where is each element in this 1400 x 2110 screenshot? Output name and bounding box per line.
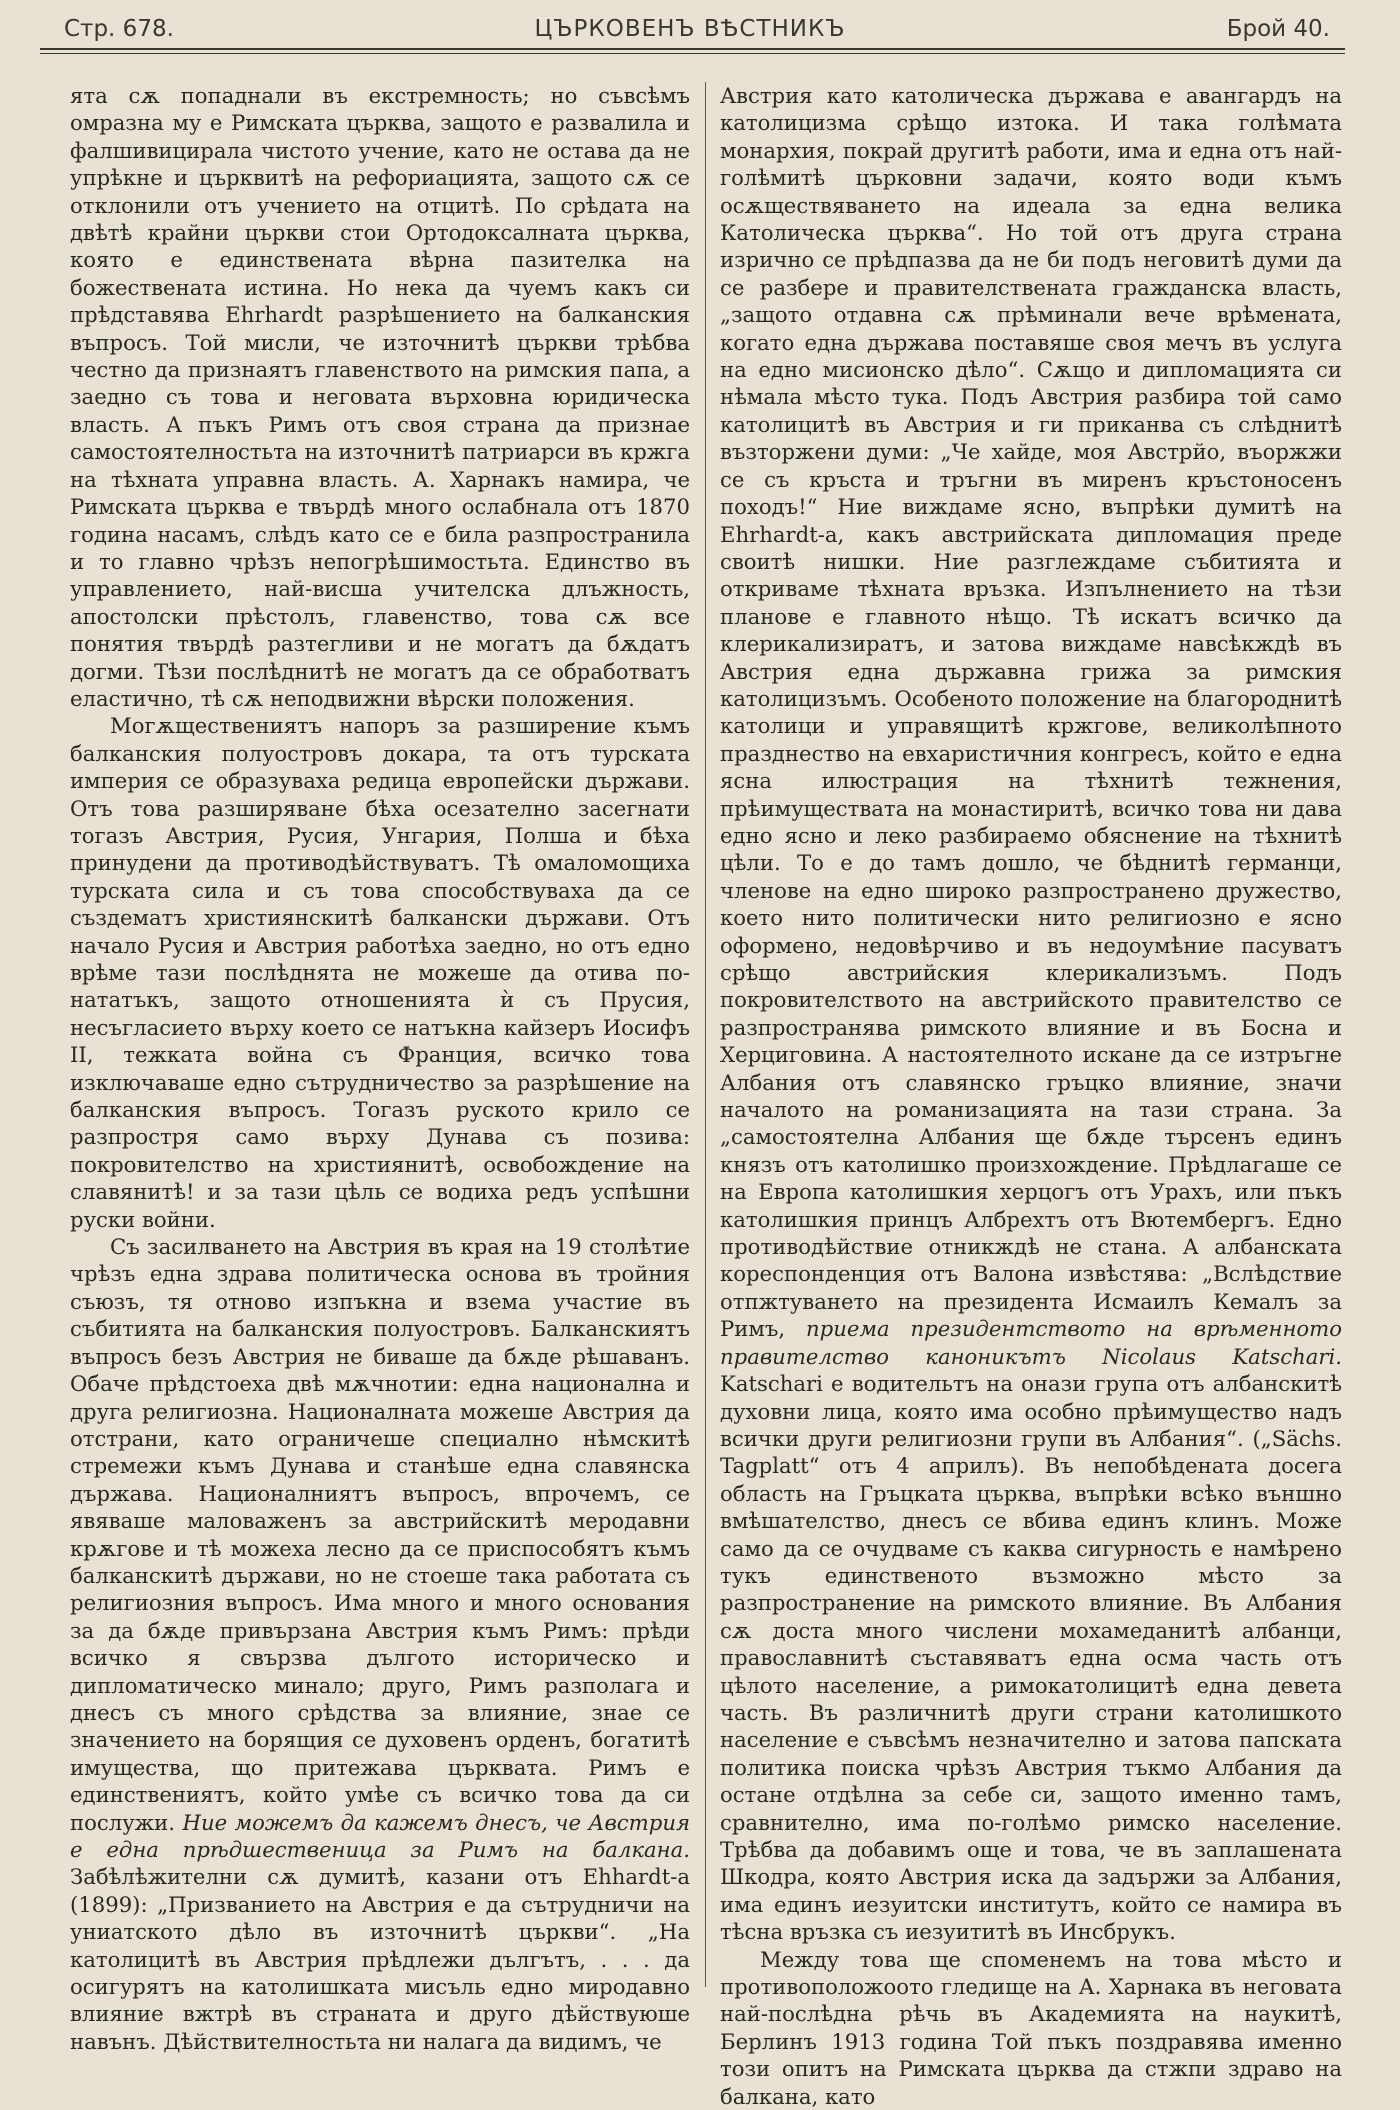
paragraph xyxy=(70,1233,690,2055)
paragraph-text: Австрия като католическа държава е авангардъ на католицизма срѣщо изтока. И така голѣмата монархия, покрай другитѣ работи, има и една отъ най-голѣмитѣ църковни задачи, която води къмъ осѫществяването на идеала за една велика Католическа църква“. Но той отъ друга страна изрично се прѣдпазва да не би подъ неговитѣ думи да се разбере и правителствената гражданска власть, „защото отдавна сѫ прѣминали вече врѣмената, когато една държава постaвяше своя мечъ въ услуга на едно мисионско дѣло“. Сѫщо и дипломацията си нѣмала мѣсто тука. Подъ Австрия разбира той само католицитѣ въ Австрия и ги приканва съ слѣднитѣ възторжени думи: „Че хайде, моя Австрйо, въоржжи се съ кръста и тръгни въ миренъ кръстоносенъ походъ!“ Ние виждаме ясно, въпрѣки думитѣ на Ehrhardt-а, какъ австрийската дипломация преде своитѣ нишки. Ние разглеждаме събитията и откриваме тѣхната връзка. Изпълнението на тѣзи планове е главното нѣщо. Тѣ искатъ всичко да клерикализиратъ, и затова виждаме навсѣкждѣ въ Австрия една държавна грижа за римския католицизъмъ. Особеното положение на благороднитѣ католици и управящитѣ кржгове, великолѣпното празднество на евхаристичния конгресъ, който е една ясна илюстрация на тѣхнитѣ тежнения, прѣимуществата на монастиритѣ, всичко това ни дава едно ясно и леко разбираемо обяснение на тѣхнитѣ цѣли. То е до тамъ дошло, че бѣднитѣ германци, членове на едно широко разпространено дружество, което нито политически нито религиозно е ясно оформено, недовѣрчиво и въ недоумѣние пасуватъ срѣщо австрийския клерикализъмъ. Подъ покровителството на австрийското правителство се разпространява римското влияние и въ Босна и Херциговина. А настоятелното искане да се изтръгне Албания отъ славянско гръцко влияние, значи началото на романизацията на тази страна. За „самостоятелна Албания ще бѫде търсенъ единъ князъ отъ католишко произхождение. Прѣдлагаше се на Европа католишкия херцогъ отъ Урахъ, или пъкъ католишкия принцъ Албрехтъ отъ Вютембергъ. Едно противодѣйствие отникждѣ не стана. А албанската кореспонденция отъ Валона извѣстява: „Вслѣдствие отпжтуването на президента Исмаилъ Кемалъ за Римъ, xyxy=(720,83,1342,1342)
paragraph-text: Съ засилването на Австрия въ края на 19 столѣтие чрѣзъ една здрава политическа основа въ тройния съюзъ, тя отново изпъкна и взема участие въ събитията на балканския полуостровъ. Балканскиятъ въпросъ безъ Австрия не биваше да бѫде рѣшаванъ. Обаче прѣдстоеха двѣ мѫчнотии: една национална и друга религиозна. Националната можеше Австрия да отстрани, като ограничеше специално нѣмскитѣ стремежи къмъ Дунава и станѣше една славянска държава. Националниятъ въпросъ, впрочемъ, се явяваше маловаженъ за австрийскитѣ меродавни крѫгове и тѣ можеха лесно да се приспособятъ къмъ балканскитѣ държави, но не стоеше така работата съ религиозния въпросъ. Има много и много основания за да бѫде привързана Австрия къмъ Римъ: прѣди всичко я свързва дългото историческо и дипломатическо минало; друго, Римъ разполага и днесъ съ много срѣдства за влияние, знае се значението на борящия се духовенъ орденъ, богатитѣ имущества, що притежава църквата. Римъ е единствениятъ, който умѣе съ всичко това да си послужи. xyxy=(70,1234,690,1835)
column-right xyxy=(720,82,1342,2109)
paragraph xyxy=(720,82,1342,1946)
emphasized-text: приема президентството на врѣменното правителство каноникътъ Nicolaus Katschari. xyxy=(720,1316,1342,1369)
journal-title: ЦЪРКОВЕНЪ ВѢСТНИКЪ xyxy=(534,16,846,42)
page-number: Стр. 678. xyxy=(64,16,174,42)
emphasized-text: Ние можемъ да кажемъ днесъ, че Австрия е една прѣдшественица за Римъ на балкана. xyxy=(70,1809,690,1862)
paragraph: ята сѫ попаднали въ екстремность; но съвсѣмъ омразна му е Римската църква, защото е развалила и фалшивицирала чистото учение, като не остава да не упрѣкне и църквитѣ на рефориацията, защото сѫ се отклонили отъ учението на отцитѣ. По срѣдата на двѣтѣ крайни църкви стои Ортодоксалната църква, която е единствената вѣрна пазителка на божествената истина. Но нека да чуемъ какъ си прѣдставява Ehrhardt разрѣшението на балканския въпросъ. Той мисли, че източнитѣ църкви трѣбва честно да признаятъ главенството на римския папа, а заедно съ това и неговата върховна юридическа власть. А пъкъ Римъ отъ своя страна да признае самостоятелностьта на източнитѣ патриарси въ кржга на тѣхната управна власть. А. Харнакъ намира, че Римската църква е твърдѣ много ослабнала отъ 1870 година насамъ, слѣдъ като се е била разпространила и то главно чрѣзъ непогрѣшимостьта. Единство въ управлението, най-висша учителска длъжность, апостолски прѣстолъ, главенство, това сѫ все понятия твърдѣ разтегливи и не могатъ да бѫдатъ догми. Тѣзи послѣднитѣ не могатъ да се обработватъ еластично, тѣ сѫ неподвижни вѣрски положения. xyxy=(70,83,690,711)
paragraph: Могѫществениятъ напоръ за разширение къмъ балканския полуостровъ докара, та отъ турската империя се образуваха редица европейски държави. Отъ това разширяване бѣха осезателно засегнати тогазъ Австрия, Русия, Унгария, Полша и бѣха принудени да противодѣйствуватъ. Тѣ омаломощиха турската сила и съ това способствуваха да се създематъ християнскитѣ балкански държави. Отъ начало Русия и Австрия работѣха заедно, но отъ едно врѣме тази послѣднята не можеше да отива по-нататъкъ, защото отношенията ѝ съ Прусия, несъгласието върху което се натъкна кайзеръ Иосифъ II, тежката война съ Франция, всичко това изключаваше едно сътрудничество за разрѣшение на балканския въпросъ. Тогазъ рускoто крило се разпростря само върху Дунава съ позива: покровителство на християнитѣ, освобождение на славянитѣ! и за тази цѣль се водиха редъ успѣшни руски войни. xyxy=(70,713,690,1232)
header-rule xyxy=(40,48,1345,50)
column-divider xyxy=(705,82,706,1987)
paragraph-text: Забѣлѣжителни сѫ думитѣ, казани отъ Ehhardt-а (1899): „Призванието на Австрия е да сътрудничи на униатското дѣло въ източнитѣ църкви“. „На католицитѣ въ Австрия прѣдлежи дългътъ, . . . да осигурятъ на католишката мисъль едно миродавно влияние вжтрѣ въ страната и друго дѣйствуюше навънъ. Дѣйствителностьта ни налага да видимъ, че xyxy=(70,1864,690,2054)
issue-number: Брой 40. xyxy=(1226,16,1330,42)
paragraph: Между това ще споменемъ на това мѣсто и противоположоото гледище на А. Харнака въ неговата най-послѣдна рѣчь въ Академията на наукитѣ, Берлинъ 1913 година Той пъкъ поздравява именно този опитъ на Римската църква да стжпи здраво на балкана, като xyxy=(720,1946,1342,2109)
paragraph-text: Katschari е водительтъ на онази група отъ албанскитѣ духовни лица, която има особно прѣимущество надъ всички други религиозни групи въ Албания“. („Sächs. Tagplatt“ отъ 4 априлъ). Въ непобѣдената досега область на Гръцката църква, въпрѣки всѣко външно вмѣшателство, днесъ се вбива единъ клинъ. Може само да се очудваме съ каква сигурность е намѣрено тукъ единственото възможно мѣсто за разпространение на римското влияние. Въ Албания сѫ доста много числени мохамеданитѣ албанци, православнитѣ съставяватъ една осма часть отъ цѣлото население, а римокатолицитѣ една девета часть. Въ различнитѣ други страни католишкото население е съвсѣмъ незначително и затова папската политика поиска чрѣзъ Австрия тъкмо Албания да остане отдѣлна за себе си, защото именно тамъ, сравнително, има по-голѣмо римско население. Трѣбва да добавимъ още и това, че въ заплашената Шкодра, която Австрия иска да задържи за Албания, има единъ иезуитски институтъ, който се намира въ тѣсна връзка съ иезуититѣ въ Инсбрукъ. xyxy=(720,1371,1342,1945)
header-rule-thin xyxy=(40,53,1345,54)
column-left xyxy=(70,82,690,2054)
page-header xyxy=(40,10,1340,50)
